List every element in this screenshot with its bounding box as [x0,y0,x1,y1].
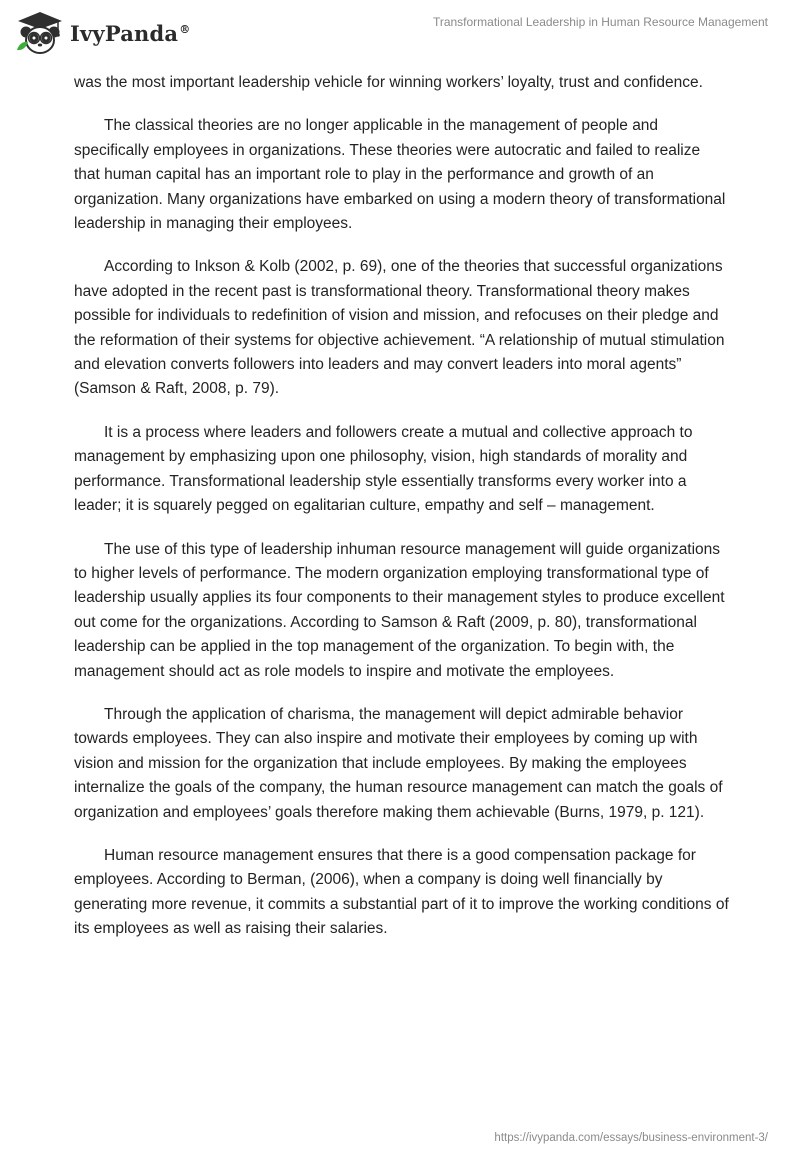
paragraph: Human resource management ensures that there is a good compensation package for employees. According to Berman, (2006), when a company is doing well financially by generating more revenue, it commits a substantial part of it to improve the working conditions of its employees as well as raising their salaries. [74,846,729,938]
source-url-link[interactable]: https://ivypanda.com/essays/business-environment-3/ [494,1132,768,1144]
panda-graduation-cap-icon [14,10,66,56]
logo-wordmark: IvyPanda® [70,20,191,46]
paragraph: The use of this type of leadership inhuman resource management will guide organizations to higher levels of performance. The modern organization employing transformational type of leadership usually applies its four components to their management styles to produce excellent out come for the organizations. According to Samson & Raft (2009, p. 80), transformational leadership can be applied in the top management of the organization. To begin with, the management should act as role models to inspire and motivate the employees. [74,540,725,680]
page-header [0,0,800,64]
paragraph: The classical theories are no longer applicable in the management of people and specifically employees in organizations. These theories were autocratic and failed to realize that human capital has an important role to play in the performance and growth of an organization. Many organizations have embarked on using a modern theory of transformational leadership in managing their employees. [74,117,726,233]
paragraph: It is a process where leaders and followers create a mutual and collective approach to management by emphasizing upon one philosophy, vision, high standards of morality and performance. Transformational leadership style essentially transforms every worker into a leader; it is squarely pegged on egalitarian culture, empathy and self – management. [74,423,693,515]
paragraph-continuation: was the most important leadership vehicle for winning workers’ loyalty, trust and confidence. [74,74,703,91]
paragraph: According to Inkson & Kolb (2002, p. 69), one of the theories that successful organizations have adopted in the recent past is transformational theory. Transformational theory makes possible for individuals to redefinition of vision and mission, and refocuses on their pledge and the reformation of their systems for objective achievement. “A relationship of mutual stimulation and elevation converts followers into leaders and may convert leaders into moral agents” (Samson & Raft, 2008, p. 79). [74,258,725,398]
ivypanda-logo[interactable] [14,10,190,56]
essay-body [74,71,730,961]
document-title: Transformational Leadership in Human Resource Management [432,15,768,29]
paragraph: Through the application of charisma, the management will depict admirable behavior towards employees. They can also inspire and motivate their employees by coming up with vision and mission for the organization that include employees. By making the employees internalize the goals of the company, the human resource management can match the goals of organization and employees’ goals therefore making them achievable (Burns, 1979, p. 121). [74,705,723,821]
